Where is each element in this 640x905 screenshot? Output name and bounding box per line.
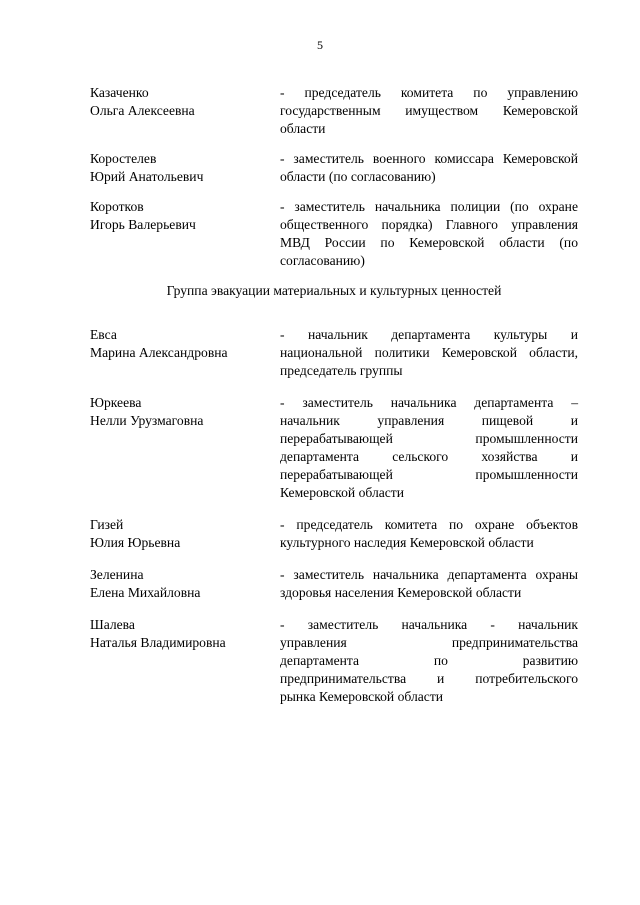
- member-name: [90, 150, 280, 186]
- member-name: [90, 326, 280, 380]
- role-line: МВД России по Кемеровской области (по: [280, 235, 578, 250]
- member-entry: [90, 326, 578, 380]
- role-line: согласованию): [280, 253, 365, 268]
- member-role: [280, 516, 578, 552]
- member-given-names: Юлия Юрьевна: [90, 535, 181, 550]
- member-entry: [90, 150, 578, 186]
- role-line: - начальник департамента культуры и: [280, 327, 578, 342]
- member-entry: [90, 516, 578, 552]
- member-name: [90, 198, 280, 270]
- member-role: [280, 616, 578, 706]
- role-line: перерабатывающей промышленности: [280, 467, 578, 482]
- member-name: [90, 84, 280, 138]
- member-role: [280, 566, 578, 602]
- member-name: [90, 516, 280, 552]
- role-line: Кемеровской области: [280, 485, 405, 500]
- member-name: [90, 616, 280, 706]
- member-surname: Коростелев: [90, 151, 157, 166]
- role-line: - заместитель начальника департамента охраны: [280, 567, 578, 582]
- role-line: - заместитель военного комиссара Кемеровской: [280, 151, 578, 166]
- member-name: [90, 566, 280, 602]
- member-role: [280, 84, 578, 138]
- member-given-names: Нелли Урузмаговна: [90, 413, 204, 428]
- member-role: [280, 394, 578, 502]
- member-given-names: Ольга Алексеевна: [90, 103, 195, 118]
- role-line: - председатель комитета по управлению: [280, 85, 578, 100]
- member-given-names: Наталья Владимировна: [90, 635, 226, 650]
- member-surname: Коротков: [90, 199, 144, 214]
- member-surname: Гизей: [90, 517, 124, 532]
- member-role: [280, 198, 578, 270]
- member-surname: Казаченко: [90, 85, 149, 100]
- role-line: рынка Кемеровской области: [280, 689, 444, 704]
- member-entry: [90, 84, 578, 138]
- role-line: здоровья населения Кемеровской области: [280, 585, 522, 600]
- role-line: департамента сельского хозяйства и: [280, 449, 578, 464]
- role-line: перерабатывающей промышленности: [280, 431, 578, 446]
- page-number: 5: [317, 38, 323, 52]
- role-line: департамента по развитию: [280, 653, 578, 668]
- member-role: [280, 326, 578, 380]
- member-given-names: Игорь Валерьевич: [90, 217, 196, 232]
- role-line: области (по согласованию): [280, 169, 436, 184]
- role-line: области: [280, 121, 326, 136]
- role-line: - заместитель начальника департамента –: [280, 395, 578, 410]
- member-name: [90, 394, 280, 502]
- member-surname: Евса: [90, 327, 117, 342]
- role-line: общественного порядка) Главного управления: [280, 217, 578, 232]
- member-entry: [90, 566, 578, 602]
- member-given-names: Марина Александровна: [90, 345, 228, 360]
- member-entry: [90, 198, 578, 270]
- role-line: - заместитель начальника - начальник: [280, 617, 578, 632]
- member-given-names: Елена Михайловна: [90, 585, 201, 600]
- member-role: [280, 150, 578, 186]
- role-line: - заместитель начальника полиции (по охране: [280, 199, 578, 214]
- role-line: председатель группы: [280, 363, 403, 378]
- member-given-names: Юрий Анатольевич: [90, 169, 204, 184]
- member-surname: Зеленина: [90, 567, 144, 582]
- document-body: [90, 84, 578, 720]
- member-surname: Шалева: [90, 617, 135, 632]
- role-line: национальной политики Кемеровской области,: [280, 345, 578, 360]
- role-line: начальник управления пищевой и: [280, 413, 578, 428]
- group-title: Группа эвакуации материальных и культурных ценностей: [166, 283, 502, 298]
- role-line: культурного наследия Кемеровской области: [280, 535, 534, 550]
- role-line: государственным имуществом Кемеровской: [280, 103, 578, 118]
- member-entry: [90, 394, 578, 502]
- role-line: - председатель комитета по охране объектов: [280, 517, 578, 532]
- member-entry: [90, 616, 578, 706]
- role-line: предпринимательства и потребительского: [280, 671, 578, 686]
- role-line: управления предпринимательства: [280, 635, 578, 650]
- member-surname: Юркеева: [90, 395, 142, 410]
